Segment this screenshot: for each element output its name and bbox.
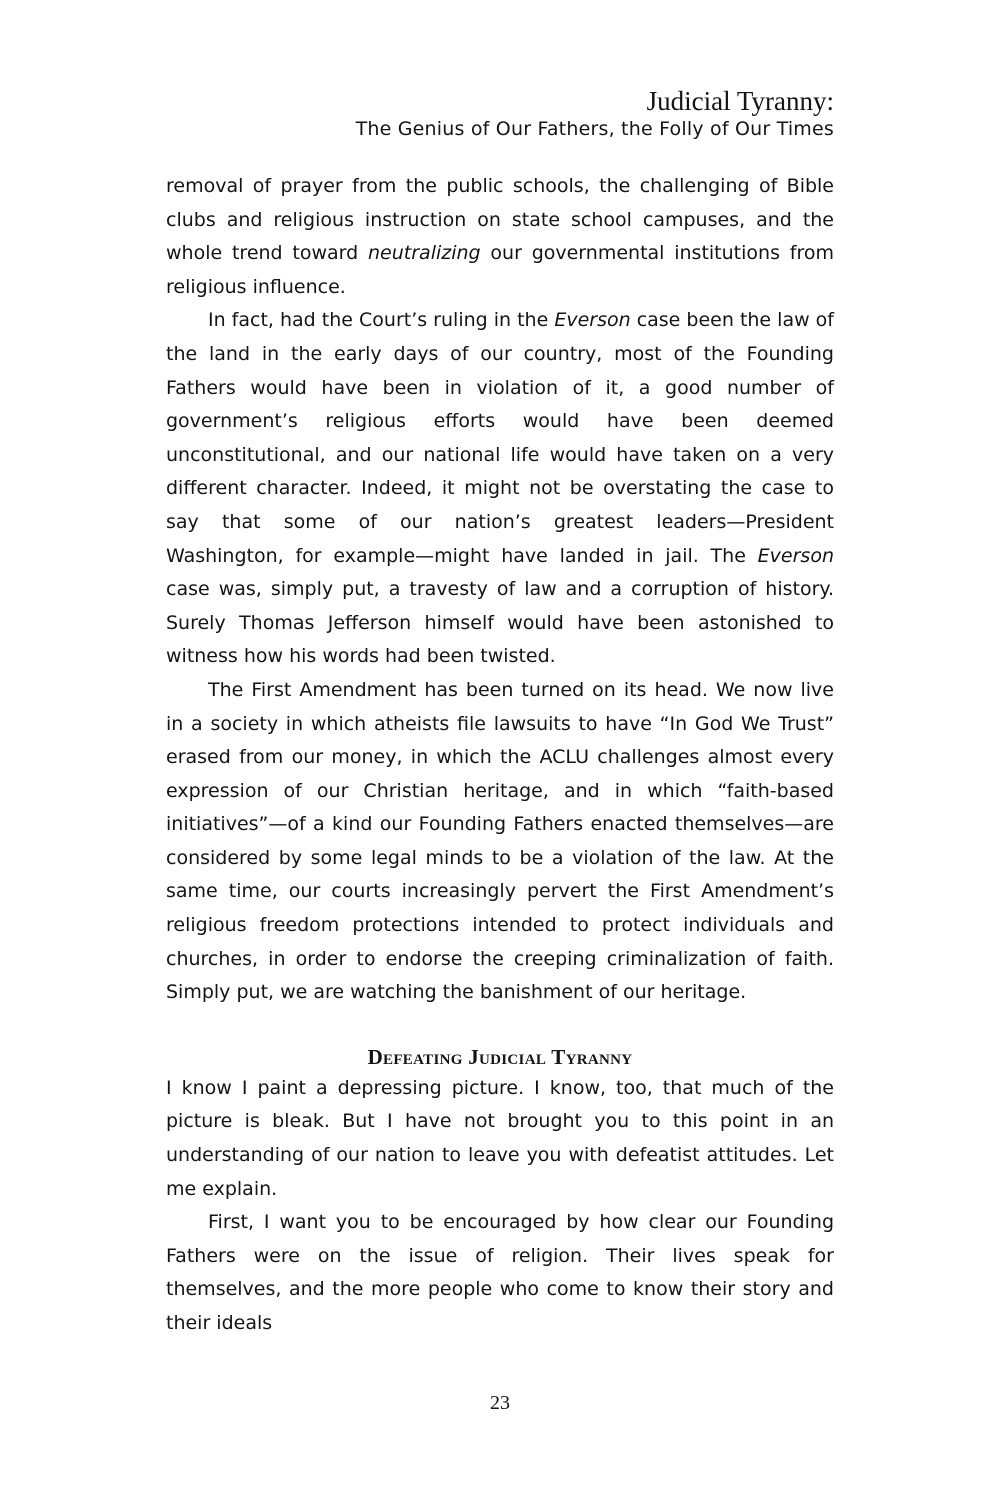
paragraph-5: First, I want you to be encouraged by how clear our Founding Fathers were on the issue of religion. Their lives speak for themselves, and the more people who come to know their story and their ideals [166, 1211, 834, 1334]
book-title: Judicial Tyranny: [646, 86, 834, 116]
paragraph-3: The First Amendment has been turned on its head. We now live in a society in which atheists file lawsuits to have “In God We Trust” erased from our money, in which the ACLU challenges almost every expression of our Christian heritage, and in which “faith-based initiatives”—of a kind our Founding Fathers enacted themselves—are considered by some legal minds to be a violation of the law. At the same time, our courts increasingly pervert the First Amendment’s religious freedom protections intended to protect individuals and churches, in order to endorse the creeping criminalization of faith. Simply put, we are watching the banishment of our heritage. [166, 678, 834, 1004]
section-heading: Defeating Judicial Tyranny [367, 1044, 633, 1069]
page-number: 23 [490, 1392, 510, 1414]
book-subtitle: The Genius of Our Fathers, the Folly of Our Times [355, 118, 834, 140]
paragraph-4: I know I paint a depressing picture. I know, too, that much of the picture is bleak. But I have not brought you to this point in an understanding of our nation to leave you with defeatist attitudes. Let me explain. [166, 1076, 834, 1200]
emphasis-everson: Everson [554, 309, 631, 332]
running-header [356, 86, 834, 142]
emphasis-neutralizing: neutralizing [368, 242, 481, 265]
body-text [166, 170, 834, 1341]
paragraph-2: In fact, had the Court’s ruling in the Everson case been the law of the land in the early days of our country, most of the Founding Fathers would have been in violation of it, a good number of government’s religious efforts would have been deemed unconstitutional, and our national life would have taken on a very different character. Indeed, it might not be overstating the case to say that some of our nation’s greatest leaders—President Washington, for example—might have landed in jail. The Everson case was, simply put, a travesty of law and a corruption of history. Surely Thomas Jefferson himself would have been astonished to witness how his words had been twisted. [166, 309, 834, 668]
paragraph-1: removal of prayer from the public schools, the challenging of Bible clubs and religious instruction on state school campuses, and the whole trend toward neutralizing our governmental institutions from religious influence. [166, 175, 834, 298]
emphasis-everson: Everson [757, 544, 834, 567]
